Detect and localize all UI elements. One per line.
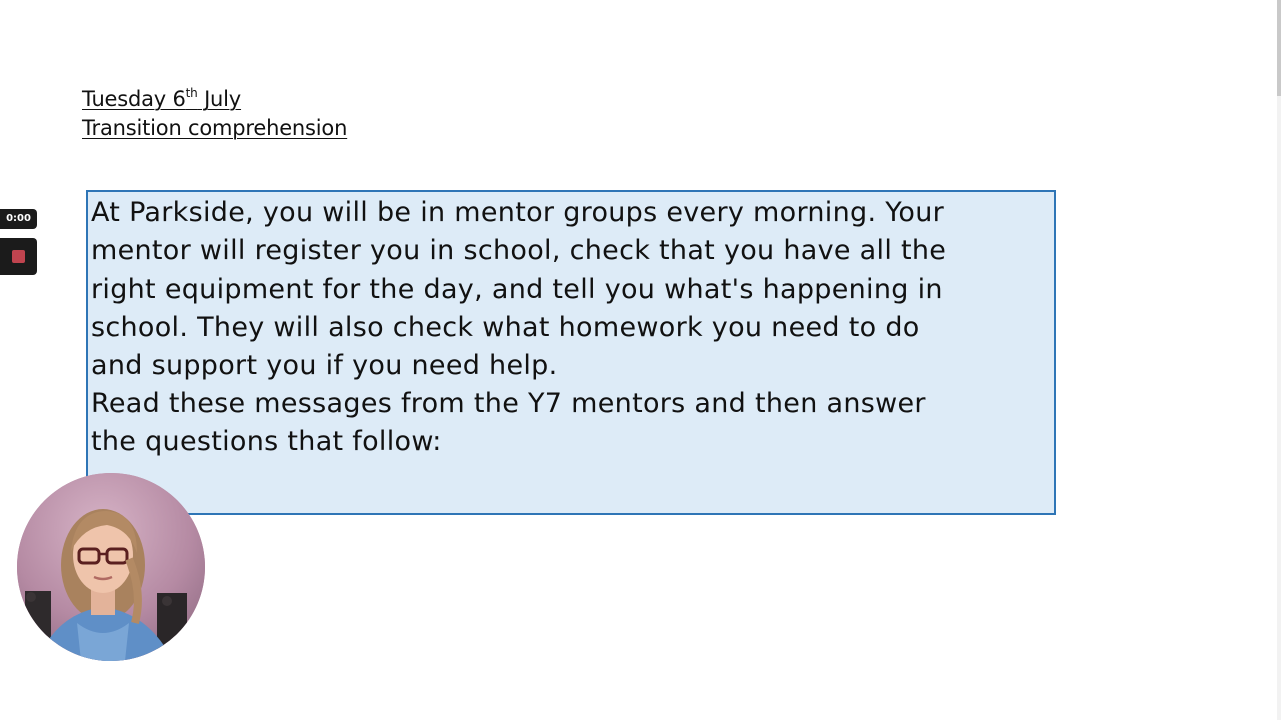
paragraph-line: right equipment for the day, and tell you what's happening in	[91, 273, 943, 305]
info-text-box	[86, 190, 1056, 515]
instruction-line: Read these messages from the Y7 mentors and then answer	[91, 388, 926, 419]
date-heading-month: July	[197, 87, 242, 111]
scrollbar-thumb[interactable]	[1277, 0, 1281, 96]
instruction-line: the questions that follow:	[91, 426, 442, 458]
date-heading-prefix: Tuesday 6	[82, 87, 186, 111]
paragraph-line: school. They will also check what homework you need to do	[91, 311, 920, 343]
intro-paragraph	[91, 194, 1051, 385]
vertical-scrollbar[interactable]	[1277, 0, 1281, 720]
date-ordinal-suffix: th	[185, 86, 198, 100]
paragraph-line: and support you if you need help.	[91, 350, 558, 382]
paragraph-line: mentor will register you in school, check that you have all the	[91, 235, 947, 267]
date-heading	[82, 86, 241, 112]
stop-recording-button[interactable]	[0, 238, 37, 275]
paragraph-line: At Parkside, you will be in mentor groups every morning. Your	[91, 197, 945, 228]
recording-timer: 0:00	[0, 209, 37, 229]
stop-square-icon	[12, 250, 25, 263]
presenter-video-frame	[17, 473, 205, 661]
instruction-paragraph	[91, 385, 1051, 462]
webcam-bubble[interactable]	[17, 473, 205, 661]
lesson-subtitle: Transition comprehension	[82, 116, 348, 140]
